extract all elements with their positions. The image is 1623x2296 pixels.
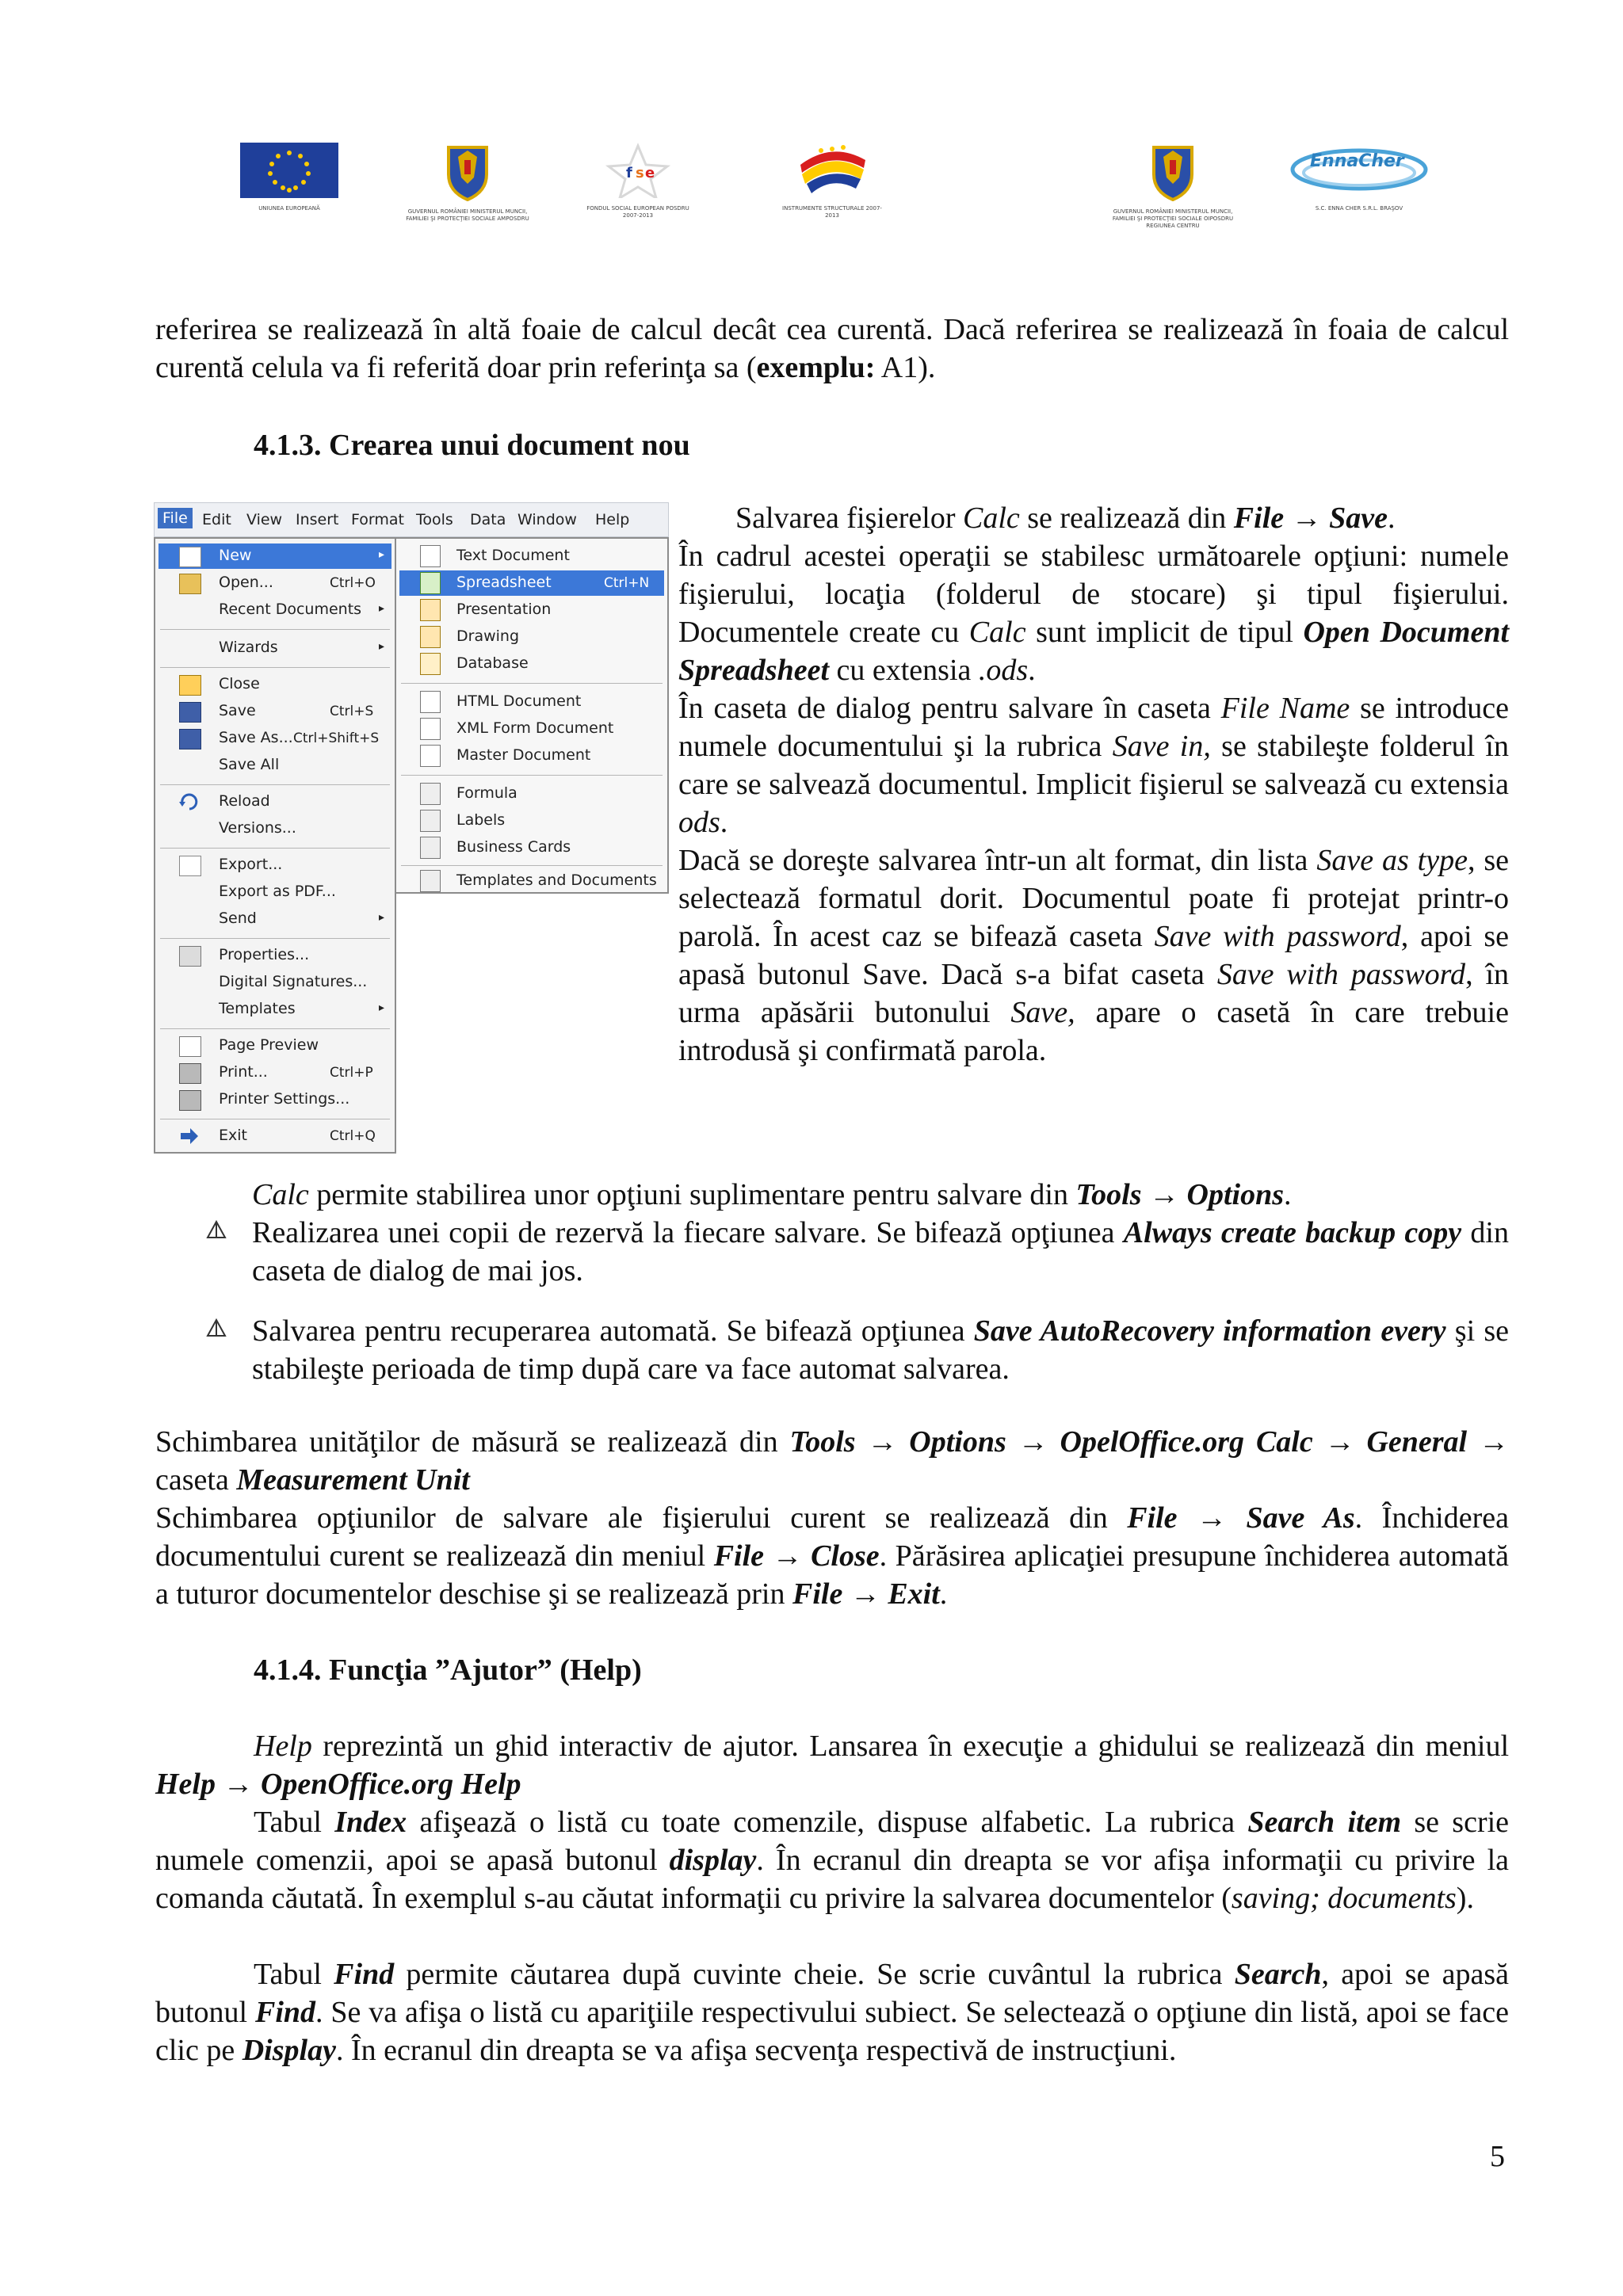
format-paragraph: Dacă se doreşte salvarea într-un alt format, din lista Save as type, se selectează formatul dorit. Documentul poate fi protejat printr-o parolă. În acest caz se bifează caseta Save with password, apoi se apasă butonul Save. Dacă s-a bifat caseta Save with password, în urma apăsării butonului Save, apare o casetă în care trebuie introdusă şi confirmată parola. [678, 844, 1510, 1067]
oi-ministry-logo [1102, 143, 1244, 230]
menu-item-exit[interactable]: Exit [219, 1127, 247, 1144]
menu-separator [160, 848, 390, 849]
menu-separator [160, 784, 390, 785]
menu-separator [401, 775, 663, 776]
svg-text:f: f [626, 165, 632, 181]
menu-separator [401, 683, 663, 684]
menu-item-digital-signatures[interactable]: Digital Signatures... [219, 973, 368, 990]
new-document-icon [179, 547, 201, 567]
menu-item-open[interactable]: Open... [219, 574, 273, 591]
structural-instruments-logo [777, 143, 888, 219]
menu-separator [160, 667, 390, 668]
master-document-icon [420, 745, 441, 767]
submenu-arrow-icon: ▸ [379, 911, 385, 924]
save-icon [179, 702, 201, 723]
logo-caption: UNIUNEA EUROPEANĂ [258, 205, 320, 212]
logo-caption: S.C. ENNA CHER S.R.L. BRAŞOV [1315, 205, 1403, 212]
menu-window[interactable]: Window [517, 511, 577, 528]
bullet-icon [204, 1317, 228, 1341]
submenu-item-spreadsheet[interactable]: Spreadsheet [456, 574, 552, 591]
text-document-icon [420, 545, 441, 567]
menu-data[interactable]: Data [470, 511, 506, 528]
menu-item-reload[interactable]: Reload [219, 792, 270, 810]
submenu-item-html-document[interactable]: HTML Document [456, 692, 582, 710]
menu-item-page-preview[interactable]: Page Preview [219, 1036, 319, 1054]
submenu-item-text-document[interactable]: Text Document [456, 547, 570, 564]
ennacher-logo [1284, 143, 1434, 212]
submenu-item-xml-form-document[interactable]: XML Form Document [456, 719, 614, 737]
file-menu [154, 537, 396, 1154]
exit-icon [179, 1127, 200, 1146]
print-icon [179, 1063, 201, 1084]
menu-item-templates[interactable]: Templates [219, 1000, 296, 1017]
submenu-item-drawing[interactable]: Drawing [456, 627, 520, 645]
open-folder-icon [179, 574, 201, 594]
section-heading-4-1-4: 4.1.4. Funcţia ”Ajutor” (Help) [254, 1653, 642, 1687]
submenu-arrow-icon: ▸ [379, 602, 385, 615]
shortcut-print: Ctrl+P [330, 1065, 373, 1081]
bullet-icon [204, 1219, 228, 1242]
business-cards-icon [420, 837, 441, 859]
menu-item-send[interactable]: Send [219, 910, 257, 927]
header-logos [230, 143, 1450, 261]
svg-text:e: e [645, 165, 655, 181]
menu-item-recent-documents[interactable]: Recent Documents [219, 601, 362, 618]
structural-instruments-icon [792, 143, 872, 198]
menu-edit[interactable]: Edit [202, 511, 231, 528]
submenu-arrow-icon: ▸ [379, 548, 385, 561]
new-submenu [395, 537, 669, 894]
menu-file[interactable]: File [158, 508, 193, 528]
submenu-arrow-icon: ▸ [379, 640, 385, 653]
close-icon [179, 675, 201, 696]
dialog-paragraph: În caseta de dialog pentru salvare în caseta File Name se introduce numele documentului şi la rubrica Save in, se stabileşte folderul în care se salvează documentul. Implicit fişierul se salvează cu extensia ods. [678, 692, 1510, 839]
logo-caption: INSTRUMENTE STRUCTURALE 2007-2013 [782, 205, 882, 219]
logo-caption: GUVERNUL ROMÂNIEI MINISTERUL MUNCII, FAMILIEI ŞI PROTECŢIEI SOCIALE AMPOSDRU [406, 208, 529, 222]
coat-of-arms-icon [444, 143, 491, 201]
submenu-item-business-cards[interactable]: Business Cards [456, 838, 571, 856]
menu-item-save-as[interactable]: Save As... [219, 729, 293, 746]
export-icon [179, 856, 201, 876]
submenu-item-templates-and-documents[interactable]: Templates and Documents [456, 871, 657, 889]
units-paragraph: Schimbarea unităţilor de măsură se realizează din Tools → Options → OpelOffice.org Calc → General → caseta Measurement Unit [155, 1425, 1509, 1497]
submenu-item-master-document[interactable]: Master Document [456, 746, 591, 764]
fse-star-icon [602, 143, 674, 198]
menu-item-save-all[interactable]: Save All [219, 756, 280, 773]
menu-view[interactable]: View [246, 511, 283, 528]
menu-item-new[interactable]: New [219, 547, 252, 564]
submenu-arrow-icon: ▸ [379, 1001, 385, 1014]
logo-caption: GUVERNUL ROMÂNIEI MINISTERUL MUNCII, FAMILIEI ŞI PROTECŢIEI SOCIALE OIPOSDRU REGIUNEA CENTRU [1112, 208, 1234, 229]
section-heading-4-1-3: 4.1.3. Crearea unui document nou [254, 429, 690, 462]
menu-item-export-pdf[interactable]: Export as PDF... [219, 883, 336, 900]
page-preview-icon [179, 1036, 201, 1057]
formula-icon [420, 783, 441, 805]
html-document-icon [420, 691, 441, 713]
file-menu-screenshot [154, 502, 669, 1154]
help-intro-paragraph: Help reprezintă un ghid interactiv de ajutor. Lansarea în execuţie a ghidului se realizează din meniul Help → OpenOffice.org Help [155, 1730, 1509, 1801]
save-as-icon [179, 729, 201, 749]
calc-options-paragraph: Calc permite stabilirea unor opţiuni suplimentare pentru salvare din Tools → Options. [252, 1178, 1292, 1211]
menu-item-print[interactable]: Print... [219, 1063, 268, 1081]
menu-item-save[interactable]: Save [219, 702, 256, 719]
save-paragraph: Salvarea fişierelor Calc se realizează din File → Save. [735, 502, 1396, 535]
intro-paragraph: referirea se realizează în altă foaie de calcul decât cea curentă. Dacă referirea se realizează în foaia de calcul curentă celula va fi referită doar prin referinţa sa (exemplu: A1). [155, 313, 1509, 384]
ennacher-swoosh-icon [1288, 143, 1430, 198]
database-icon [420, 653, 441, 675]
shortcut-save-as: Ctrl+Shift+S [293, 730, 380, 746]
coat-of-arms-icon [1149, 143, 1197, 201]
page-number: 5 [1490, 2140, 1505, 2173]
svg-text:s: s [636, 165, 644, 181]
shortcut-open: Ctrl+O [330, 575, 376, 591]
eu-flag-icon [240, 143, 338, 198]
help-index-paragraph: Tabul Index afişează o listă cu toate comenzile, dispuse alfabetic. La rubrica Search item se scrie numele comenzii, apoi se apasă butonul display. În ecranul din dreapta se vor afişa informaţii cu privire la comanda căutată. În exemplul s-au căutat informaţii cu privire la salvarea documentelor (saving; documents). [155, 1806, 1510, 1915]
menu-item-properties[interactable]: Properties... [219, 946, 310, 963]
ministry-logo [400, 143, 535, 223]
labels-icon [420, 810, 441, 832]
menu-insert[interactable]: Insert [296, 511, 339, 528]
shortcut-exit: Ctrl+Q [330, 1128, 376, 1144]
bullet-autorecovery: Salvarea pentru recuperarea automată. Se bifează opţiunea Save AutoRecovery information every şi se stabileşte perioada de timp după care va face automat salvarea. [252, 1312, 1509, 1388]
save-as-paragraph: Schimbarea opţiunilor de salvare ale fişierului curent se realizează din File → Save As. Închiderea documentului curent se realizează din meniul File → Close. Părăsirea aplicaţiei presupune închiderea automată a tuturor documentelor deschise şi se realizează prin File → Exit. [155, 1501, 1509, 1611]
shortcut-spreadsheet: Ctrl+N [604, 575, 650, 591]
submenu-item-presentation[interactable]: Presentation [456, 601, 552, 618]
options-paragraph: În cadrul acestei operaţii se stabilesc următoarele opţiuni: numele fişierului, locaţia (folderul de stocare) şi tipul fişierului. Documentele create cu Calc sunt implicit de tipul Open Document Spreadsheet cu extensia .ods. [678, 540, 1510, 687]
templates-icon [420, 870, 441, 892]
submenu-item-database[interactable]: Database [456, 654, 529, 672]
shortcut-save: Ctrl+S [330, 704, 374, 719]
menu-item-close[interactable]: Close [219, 675, 260, 692]
spreadsheet-icon [420, 572, 441, 594]
menu-format[interactable]: Format [351, 511, 404, 528]
help-find-paragraph: Tabul Find permite căutarea după cuvinte cheie. Se scrie cuvântul la rubrica Search, apoi se apasă butonul Find. Se va afişa o listă cu apariţiile respectivului subiect. Se selectează o opţiune din listă, apoi se face clic pe Display. În ecranul din dreapta se va afişa secvenţa respectivă de instrucţiuni. [155, 1958, 1510, 2067]
ennacher-wordmark: EnnaCher [1310, 151, 1404, 171]
menu-item-export[interactable]: Export... [219, 856, 283, 873]
submenu-item-formula[interactable]: Formula [456, 784, 517, 802]
submenu-item-labels[interactable]: Labels [456, 811, 506, 829]
menu-separator [401, 865, 663, 866]
menu-separator [160, 1028, 390, 1029]
menu-tools[interactable]: Tools [416, 511, 453, 528]
fse-logo [586, 143, 689, 219]
logo-caption: FONDUL SOCIAL EUROPEAN POSDRU 2007-2013 [586, 205, 689, 219]
bullet-backup: Realizarea unei copii de rezervă la fiecare salvare. Se bifează opţiunea Always create backup copy din caseta de dialog de mai jos. [252, 1214, 1509, 1290]
printer-settings-icon [179, 1090, 201, 1111]
reload-icon [179, 792, 200, 811]
menu-separator [160, 938, 390, 939]
drawing-icon [420, 626, 441, 648]
menu-item-printer-settings[interactable]: Printer Settings... [219, 1090, 350, 1108]
menu-separator [160, 629, 390, 630]
menu-help[interactable]: Help [595, 511, 630, 528]
xml-form-icon [420, 718, 441, 740]
menu-bar [154, 502, 669, 537]
properties-icon [179, 946, 201, 967]
eu-logo [238, 143, 341, 212]
presentation-icon [420, 599, 441, 621]
menu-item-wizards[interactable]: Wizards [219, 639, 278, 656]
menu-item-versions[interactable]: Versions... [219, 819, 296, 837]
